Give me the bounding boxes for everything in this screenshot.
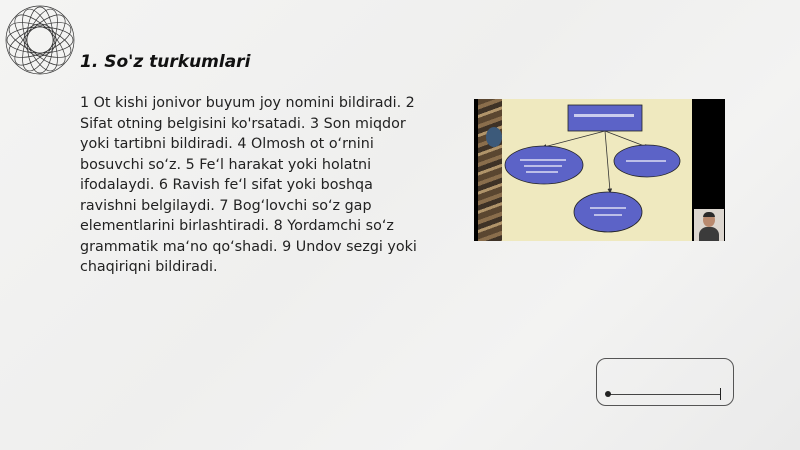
video-side-image: [478, 99, 502, 241]
slide-body-text: 1 Ot kishi jonivor buyum joy nomini bildiradi. 2 Sifat otning belgisini ko'rsatadi. 3 Son miqdor yoki tartibni bildiradi. 4 Olmosh ot o‘rnini bosuvchi so‘z. 5 Fe‘l harakat yoki holatni ifodalaydi. 6 Ravish fe‘l sifat yoki boshqa ravishni belgilaydi. 7 Bog‘lovchi so‘z gap elementlarini birlashtiradi. 8 Yordamchi so‘z grammatik ma‘no qo‘shadi. 9 Undov sezgi yoki chaqiriqni bildiradi.: [80, 95, 417, 275]
word-class-diagram: [502, 99, 692, 241]
diagram-top-box: [568, 105, 642, 131]
slide-title: 1. So'z turkumlari: [80, 52, 251, 72]
playhead-dot-icon[interactable]: [605, 391, 611, 397]
presenter-webcam-thumbnail: [694, 209, 724, 241]
video-diagram-frame: [502, 99, 692, 241]
seek-bar-end-marker: [720, 388, 721, 400]
seek-bar-track[interactable]: [607, 394, 721, 395]
diagram-bottom-ellipse: [574, 192, 642, 232]
spirograph-logo-icon: [4, 4, 76, 76]
embedded-video[interactable]: [474, 99, 725, 241]
media-player-controls[interactable]: [596, 358, 734, 406]
